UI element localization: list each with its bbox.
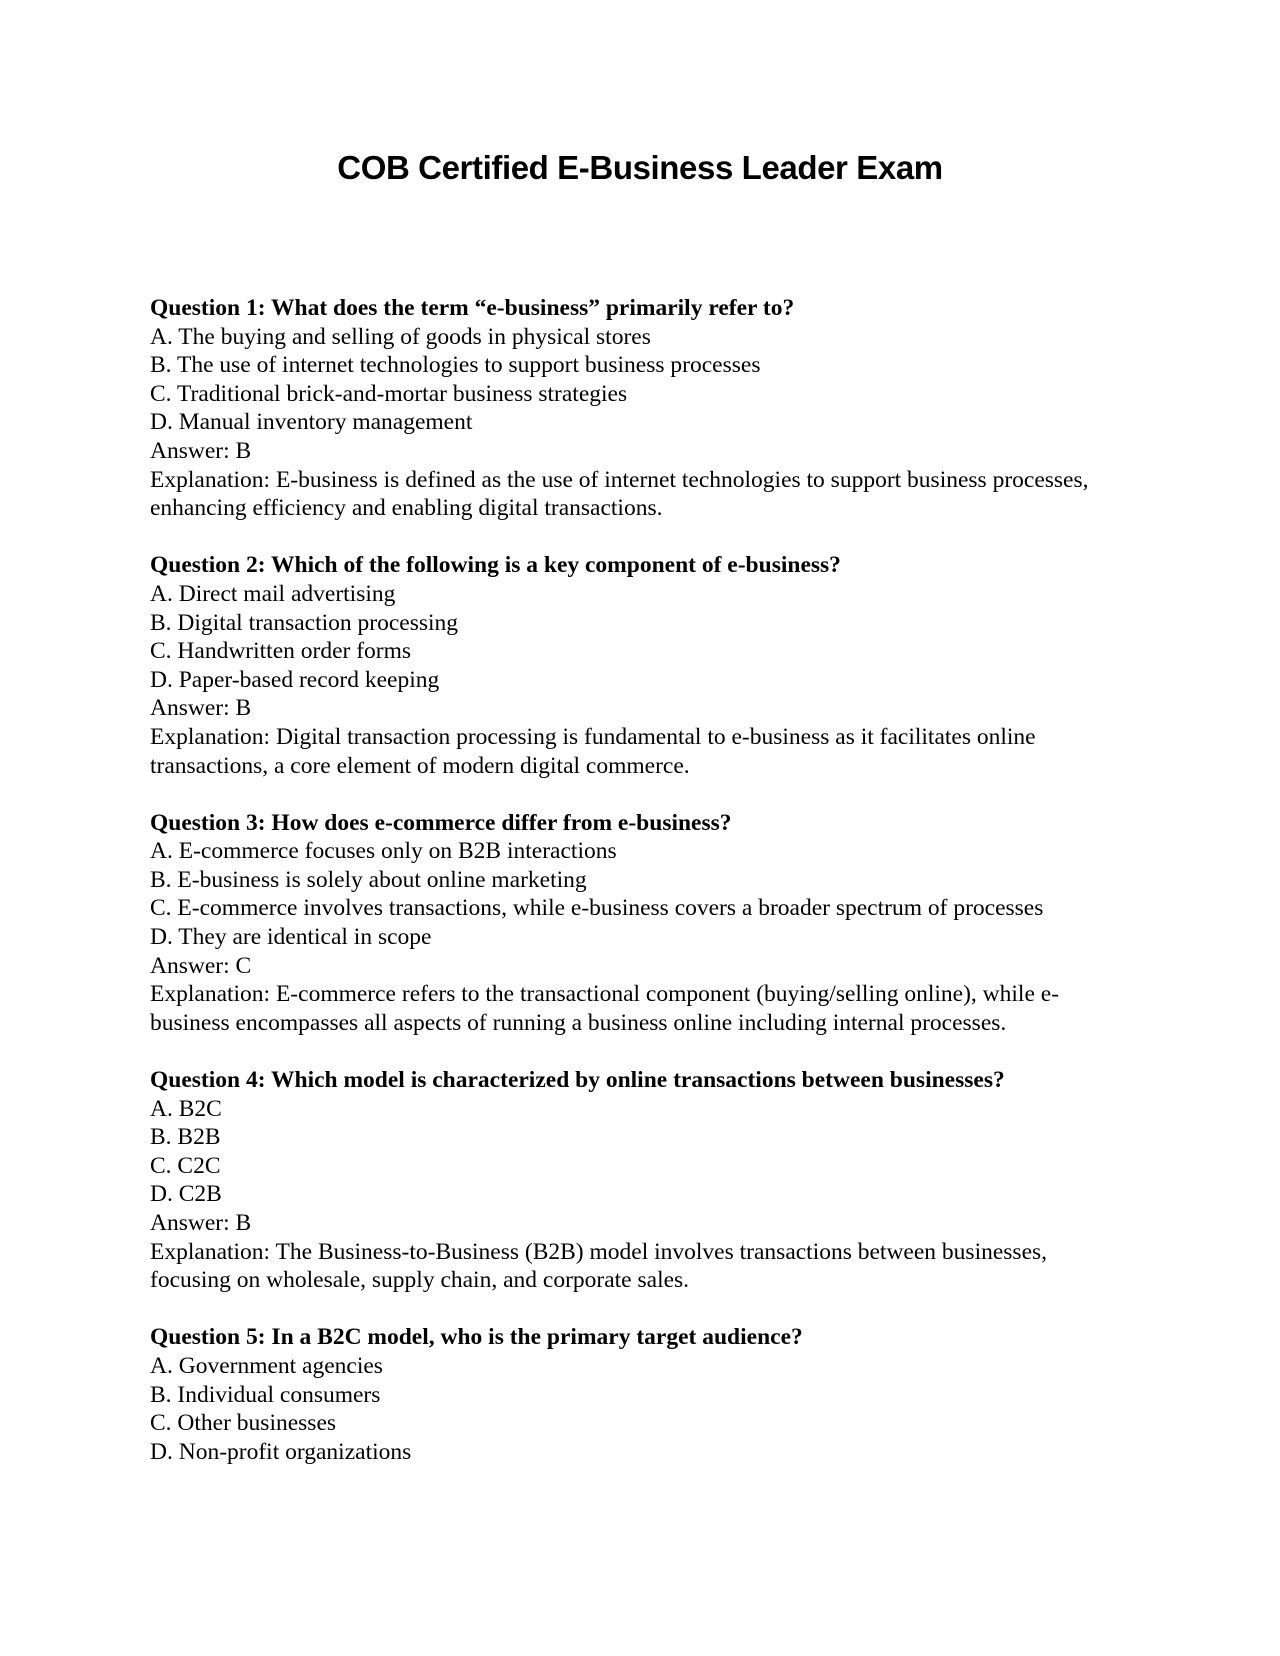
option-b: B. B2B xyxy=(150,1124,221,1151)
question-block-5 xyxy=(150,1323,1130,1466)
option-b: B. Individual consumers xyxy=(150,1381,381,1408)
option-a: A. Direct mail advertising xyxy=(150,580,396,607)
question-block-1 xyxy=(150,294,1130,523)
explanation-text: Explanation: Digital transaction processing is fundamental to e-business as it facilitates online transactions, a core element of modern digital commerce. xyxy=(150,723,1036,779)
option-b: B. The use of internet technologies to support business processes xyxy=(150,352,761,379)
option-d: D. C2B xyxy=(150,1181,222,1208)
answer-text: Answer: B xyxy=(150,695,252,722)
answer-text: Answer: B xyxy=(150,437,252,464)
question-block-2 xyxy=(150,551,1130,780)
option-d: D. Manual inventory management xyxy=(150,409,473,436)
explanation-text: Explanation: E-commerce refers to the transactional component (buying/selling online), while e-business encompasses all aspects of running a business online including internal processes. xyxy=(150,981,1060,1036)
option-c: C. E-commerce involves transactions, while e-business covers a broader spectrum of processes xyxy=(150,895,1044,922)
option-d: D. Non-profit organizations xyxy=(150,1438,412,1465)
answer-text: Answer: C xyxy=(150,952,252,979)
option-d: D. Paper-based record keeping xyxy=(150,666,440,693)
question-block-4 xyxy=(150,1066,1130,1295)
question-text: Question 1: What does the term “e-business” primarily refer to? xyxy=(150,295,795,321)
document-title: COB Certified E-Business Leader Exam xyxy=(337,149,943,186)
question-block-3 xyxy=(150,809,1130,1038)
question-text: Question 3: How does e-commerce differ from e-business? xyxy=(150,809,732,836)
question-text: Question 4: Which model is characterized by online transactions between businesses? xyxy=(150,1067,1005,1094)
option-a: A. The buying and selling of goods in physical stores xyxy=(150,323,651,350)
option-c: C. Traditional brick-and-mortar business strategies xyxy=(150,380,628,407)
explanation-text: Explanation: The Business-to-Business (B2B) model involves transactions between businesses, focusing on wholesale, supply chain, and corporate sales. xyxy=(150,1238,1048,1294)
question-text: Question 5: In a B2C model, who is the primary target audience? xyxy=(150,1324,803,1351)
option-a: A. Government agencies xyxy=(150,1352,383,1379)
option-c: C. Handwritten order forms xyxy=(150,638,412,665)
option-c: C. Other businesses xyxy=(150,1410,337,1437)
explanation-text: Explanation: E-business is defined as the use of internet technologies to support business processes, enhancing efficiency and enabling digital transactions. xyxy=(150,466,1089,522)
answer-text: Answer: B xyxy=(150,1210,252,1236)
question-text: Question 2: Which of the following is a key component of e-business? xyxy=(150,552,841,579)
option-c: C. C2C xyxy=(150,1152,221,1179)
option-a: A. E-commerce focuses only on B2B interactions xyxy=(150,838,617,865)
question-list xyxy=(150,294,1130,1495)
option-b: B. Digital transaction processing xyxy=(150,609,459,636)
option-d: D. They are identical in scope xyxy=(150,924,432,951)
option-a: A. B2C xyxy=(150,1095,222,1122)
option-b: B. E-business is solely about online marketing xyxy=(150,866,587,893)
